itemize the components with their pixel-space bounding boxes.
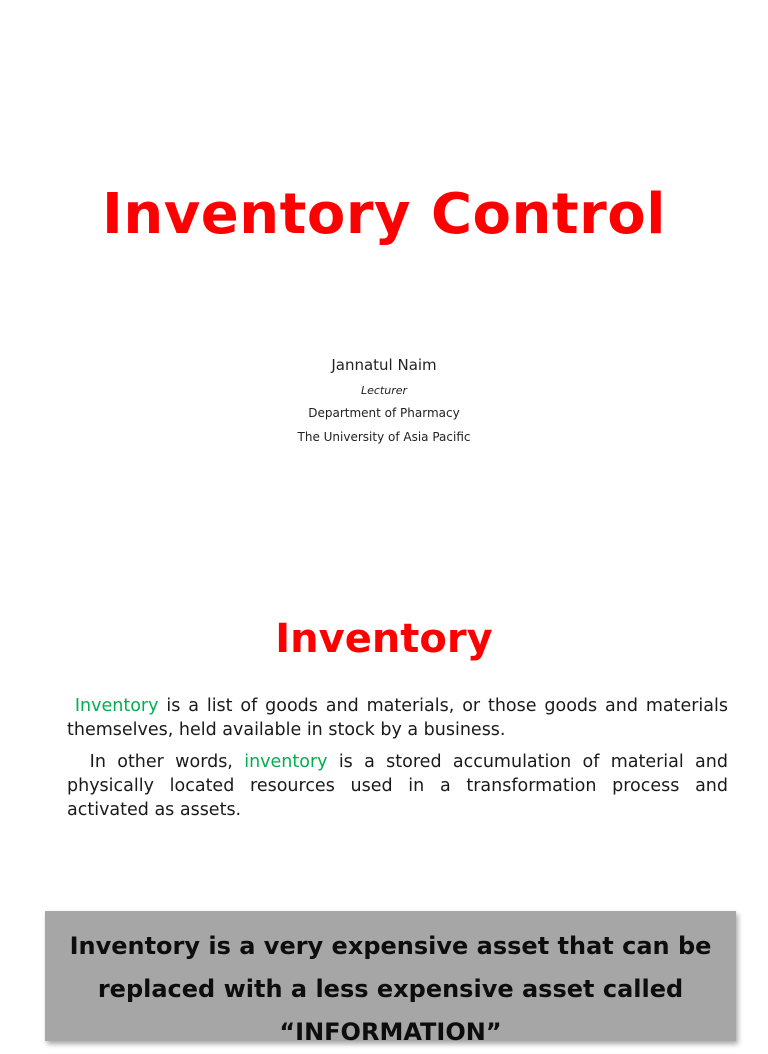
slide-title: Inventory Control [102, 182, 666, 247]
alternate-lead-text: In other words, [89, 752, 245, 772]
content-slide [0, 560, 768, 1046]
callout-box [45, 911, 736, 1046]
alternate-definition-text: is a stored accumulation of material and physically located resources used in a transformation process and activated as assets. [67, 752, 728, 820]
presenter-role: Lecturer [360, 384, 408, 397]
highlight-term: inventory [244, 752, 328, 772]
alternate-definition-paragraph [67, 750, 728, 822]
presenter-department: Department of Pharmacy [308, 406, 460, 420]
definition-paragraph [67, 694, 728, 742]
definition-text: is a list of goods and materials, or those goods and materials themselves, held available in stock by a business. [67, 696, 728, 740]
section-heading: Inventory [275, 616, 493, 662]
presenter-name: Jannatul Naim [331, 356, 437, 374]
callout-text: Inventory is a very expensive asset that can be replaced with a less expensive asset called “INFORMATION” [69, 932, 712, 1046]
presenter-university: The University of Asia Pacific [297, 430, 471, 444]
highlight-term: Inventory [74, 696, 159, 716]
